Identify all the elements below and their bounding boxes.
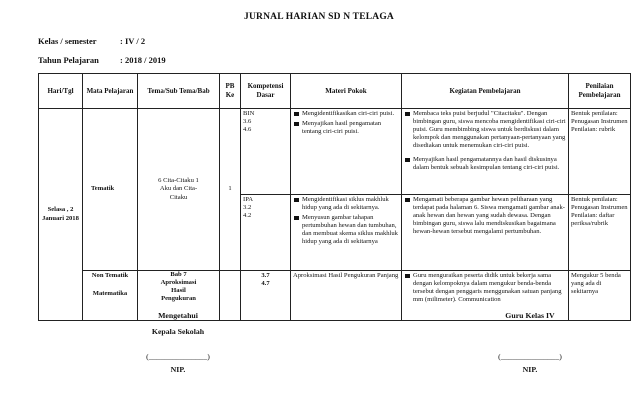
header-kegiatan: Kegiatan Pembelajaran — [402, 74, 569, 109]
tahun-label: Tahun Pelajaran — [38, 55, 99, 65]
meta-tahun — [38, 55, 166, 65]
square-bullet-icon — [405, 158, 410, 163]
sign-right-role: Guru Kelas IV — [505, 311, 555, 320]
kd-code: 4.7 — [261, 280, 270, 288]
header-pb: PB Ke — [220, 74, 241, 109]
sign-left-line: (_______________) — [146, 352, 210, 361]
kd-code: 3.2 — [243, 204, 252, 212]
mapel-category: Non Tematik — [91, 272, 129, 279]
cell-kegiatan-ipa — [402, 195, 569, 271]
kd-code: 4.2 — [243, 212, 252, 220]
list-item: Mengamati beberapa gambar hewan peliharaan yang terdapat pada halaman 6. Siswa mengamati gambar anak-anak hewan dan hewan yang sudah dewasa. Dengan bimbingan guru, siswa lalu mendiskusikan bagaimana hewan-hewan tersebut mengalami pertumbuhan. — [404, 196, 566, 236]
kelas-value: : IV / 2 — [120, 36, 146, 46]
header-mapel: Mata Pelajaran — [83, 74, 138, 109]
cell-kd-bin — [241, 109, 291, 195]
kd-subject: IPA — [243, 196, 254, 203]
list-item: Mengidentifikasikan ciri-ciri puisi. — [293, 110, 399, 118]
cell-materi-mtk: Aproksimasi Hasil Pengukuran Panjang — [291, 271, 402, 321]
square-bullet-icon — [405, 112, 410, 117]
sign-left-role: Kepala Sekolah — [151, 327, 205, 336]
cell-penilaian-ipa: Bentuk penilaian: Penugasan Instrumen Penilaian: daftar periksa/rubrik — [569, 195, 631, 271]
kd-subject: BIN — [243, 110, 255, 117]
cell-pb: 1 — [220, 109, 241, 271]
mapel-name: Matematika — [92, 290, 128, 298]
square-bullet-icon — [294, 198, 299, 203]
cell-kegiatan-bin — [402, 109, 569, 195]
cell-kd-ipa — [241, 195, 291, 271]
sign-right-nip: NIP. — [522, 365, 538, 374]
header-row — [39, 74, 631, 109]
list-item: Menyajikan hasil pengamatan tentang ciri-ciri puisi. — [293, 120, 399, 136]
tahun-value: : 2018 / 2019 — [120, 55, 166, 65]
header-hari: Hari/Tgl — [39, 74, 83, 109]
header-kd: Kompetensi Dasar — [241, 74, 291, 109]
list-item: Menyajikan hasil pengamatannya dan hasil diskusinya dalam bentuk sebuah kesimpulan tentang ciri-ciri puisi. — [404, 156, 566, 172]
journal-table — [38, 73, 631, 321]
header-tema: Tema/Sub Tema/Bab — [138, 74, 220, 109]
square-bullet-icon — [405, 198, 410, 203]
sign-left-nip: NIP. — [170, 365, 186, 374]
square-bullet-icon — [294, 122, 299, 127]
cell-materi-bin — [291, 109, 402, 195]
table-row — [39, 109, 631, 195]
list-item: Menyusun gambar tahapan pertumbuhan hewan dan tumbuhan, dan membuat skema siklus makhluk hidup yang ada di sekitarnya — [293, 214, 399, 246]
header-penilaian: Penilaian Pembelajaran — [569, 74, 631, 109]
square-bullet-icon — [294, 216, 299, 221]
kd-code: 3.6 — [243, 118, 252, 126]
list-item: Guru menguraikan peserta didik untuk bekerja sama dengan kelompoknya dalam mengukur benda-benda tersebut dengan penggaris menggunakan satuan panjang mm (milimeter). Communication — [404, 272, 566, 304]
sign-right-line: (_______________) — [498, 352, 562, 361]
cell-tema-bab: Bab 7 Aproksimasi Hasil Pengukuran — [138, 271, 220, 321]
list-item: Mengidentifikasi siklus makhluk hidup yang ada di sekitarnya. — [293, 196, 399, 212]
cell-hari: Selasa , 2 Januari 2018 — [39, 109, 83, 321]
kd-code: 3.7 — [261, 272, 270, 279]
list-item: Membaca teks puisi berjudul "Citacitaku". Dengan bimbingan guru, siswa mencoba mengidentifikasi ciri-ciri puisi. Guru membimbing siswa untuk berdiskusi dalam kelompok dan menggunakan pertanyaan-pertanyaan yang disediakan untuk menemukan ciri-ciri puisi. — [404, 110, 566, 150]
meta-kelas — [38, 36, 145, 46]
cell-materi-ipa — [291, 195, 402, 271]
square-bullet-icon — [405, 274, 410, 279]
cell-tema: 6 Cita-Citaku 1 Aku dan Cita-Citaku — [138, 109, 220, 271]
kelas-label: Kelas / semester — [38, 36, 97, 46]
cell-kd-mtk — [241, 271, 291, 321]
document-title: JURNAL HARIAN SD N TELAGA — [244, 12, 394, 22]
square-bullet-icon — [294, 112, 299, 117]
cell-penilaian-bin: Bentuk penilaian: Penugasan Instrumen Penilaian: rubrik — [569, 109, 631, 195]
kd-code: 4.6 — [243, 126, 252, 134]
cell-mapel-tematik: Tematik — [83, 109, 138, 271]
cell-penilaian-mtk: Mengukur 5 benda yang ada di sekitarnya — [569, 271, 631, 321]
sign-left-title: Mengetahui — [158, 311, 198, 320]
header-materi: Materi Pokok — [291, 74, 402, 109]
